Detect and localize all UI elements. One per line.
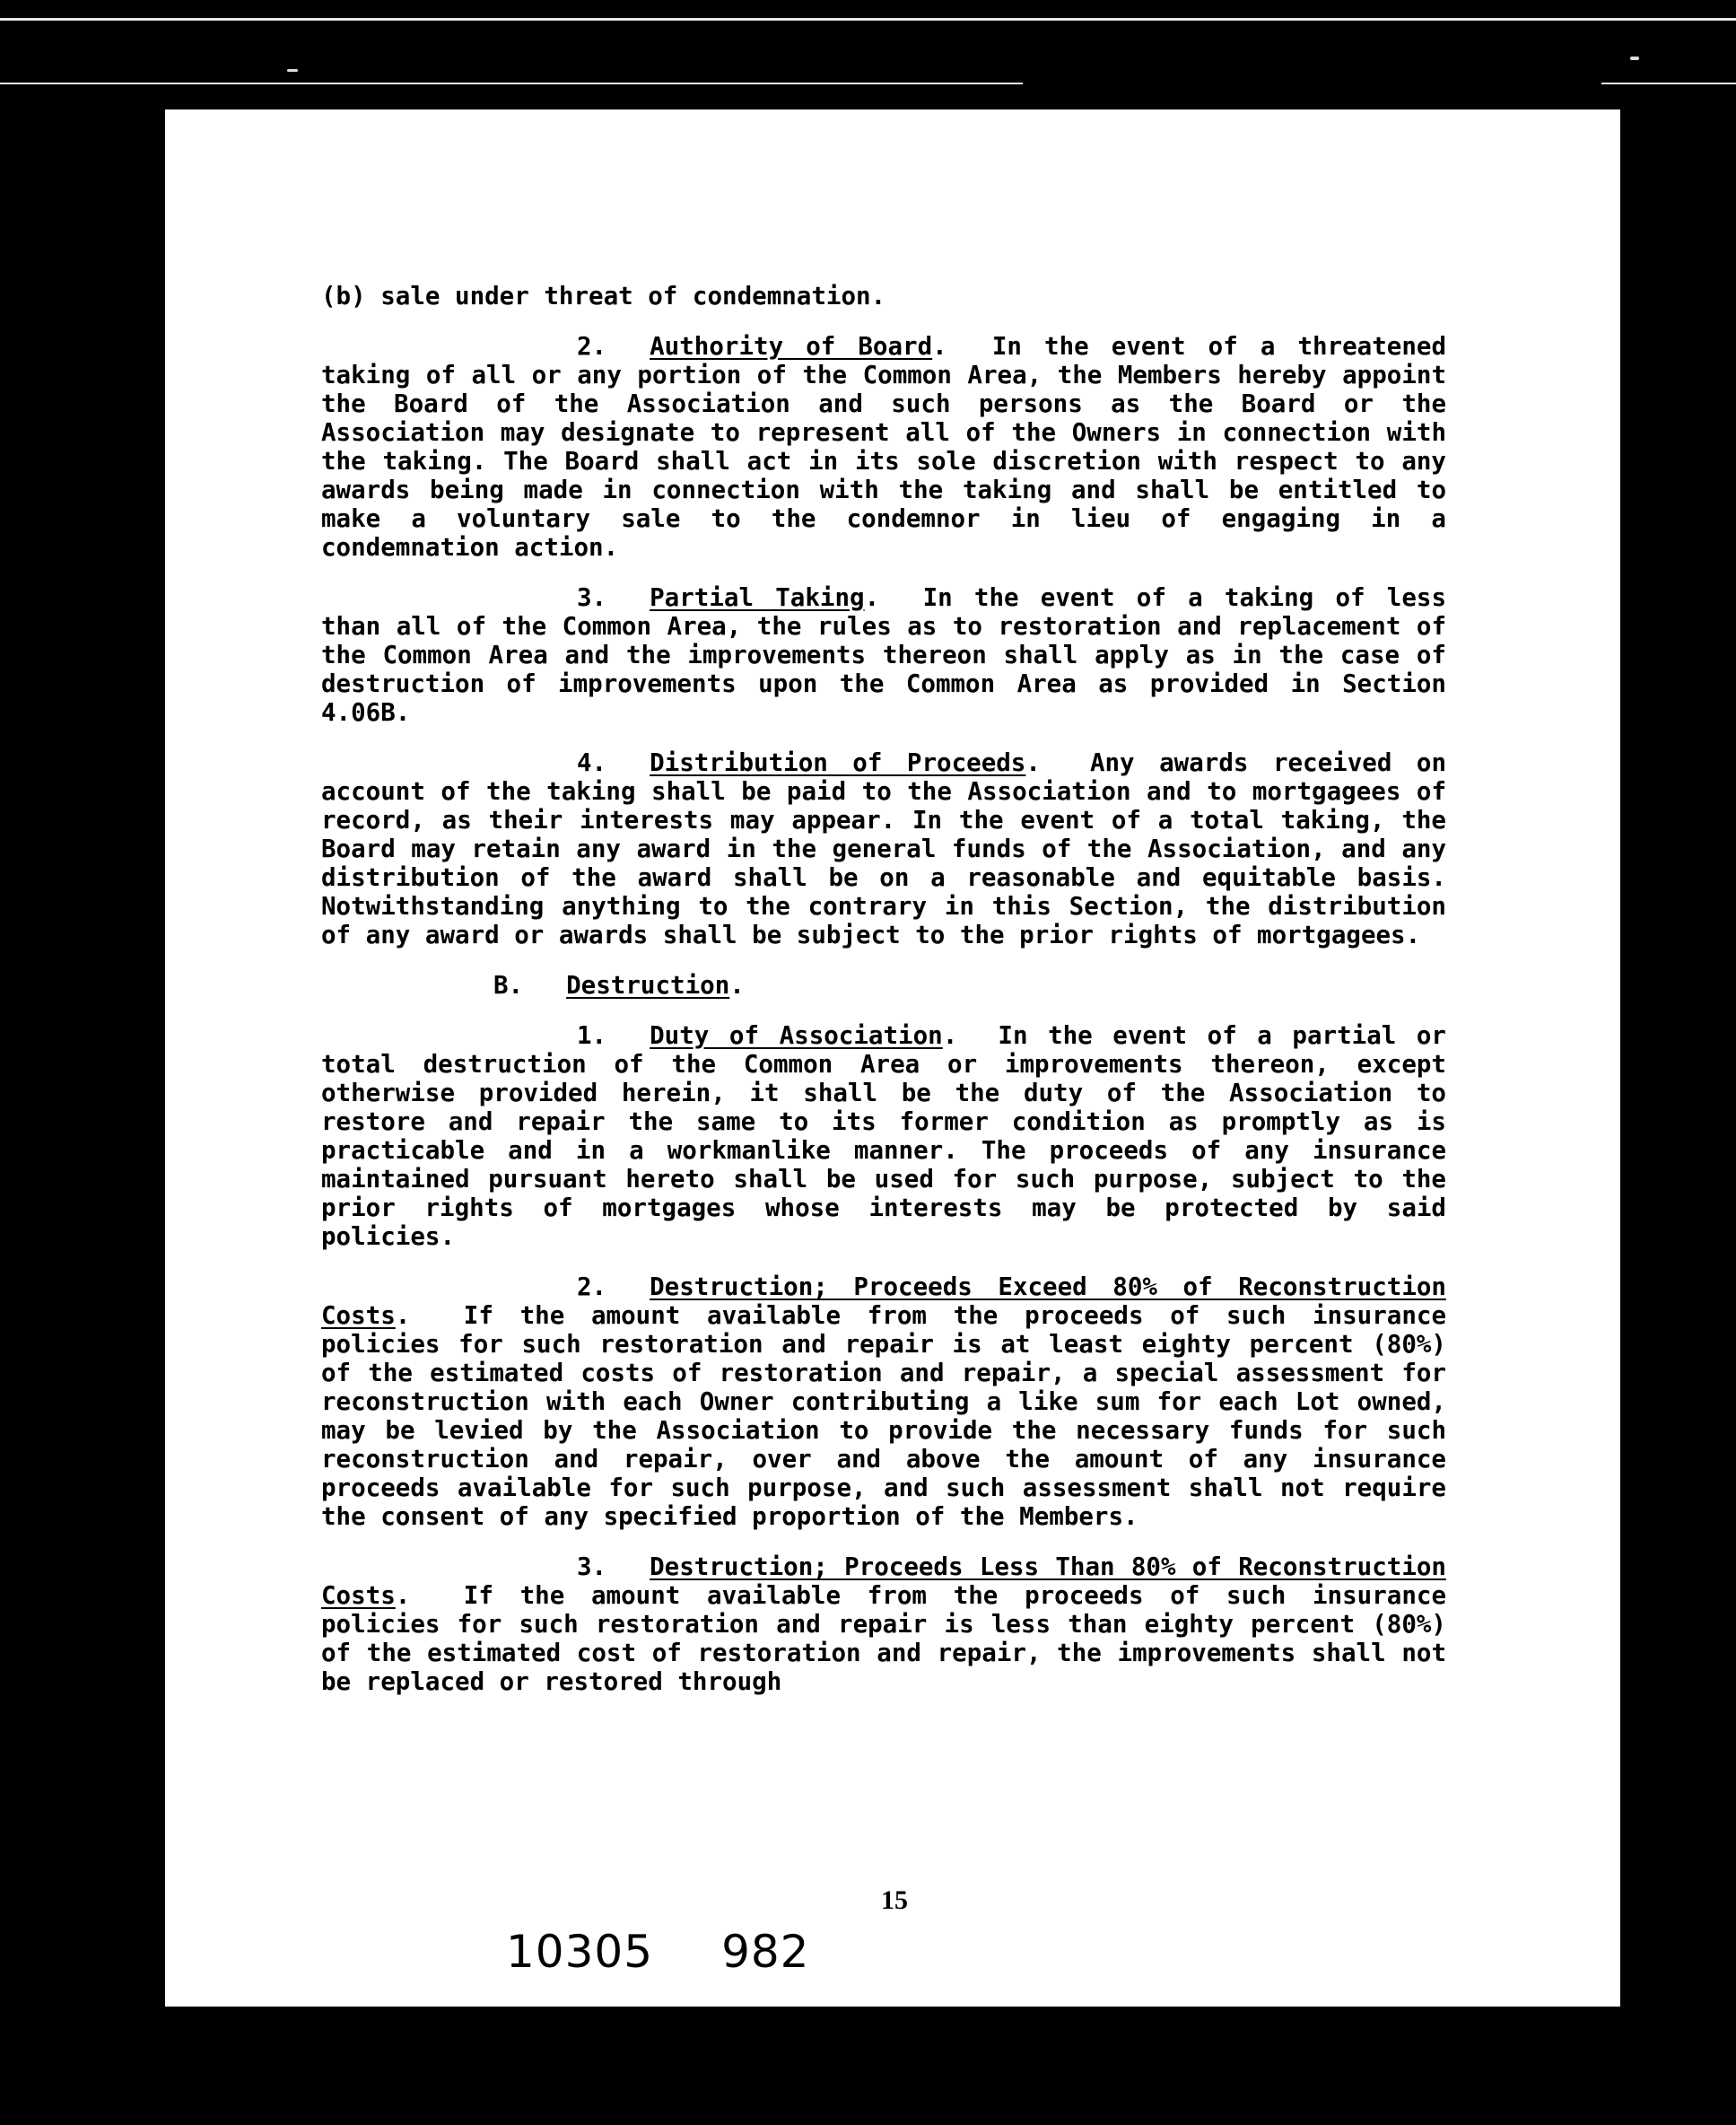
subheading-title: Destruction — [566, 971, 730, 1000]
section-body: If the amount available from the proceeds of such insurance policies for such restoration and repair is at least eighty percent (80%) of the estimated costs of restoration and repair, a special assessment for reconstruction with each Owner contributing a like sum for each Lot owned, may be levied by the Association to provide the necessary funds for such reconstruction and repair, over and above the amount of any insurance proceeds available for such purpose, and such assessment shall not require the consent of any specified proportion of the Members. — [321, 1301, 1447, 1531]
scan-border-line — [0, 83, 1023, 84]
section-title: Partial Taking — [650, 583, 865, 612]
section-number: 2. — [577, 332, 607, 361]
section-authority-of-board: 2. Authority of Board. In the event of a threatened taking of all or any portion of the Common Area, the Members hereby appoint the Board of the Association and such persons as the Board or the Association may designate to represent all of the Owners in connection with the taking. The Board shall act in its sole discretion with respect to any awards being made in connection with the taking and shall be entitled to make a voluntary sale to the condemnor in lieu of engaging in a condemnation action. — [321, 332, 1447, 562]
section-distribution-of-proceeds: 4. Distribution of Proceeds. Any awards received on account of the taking shall be paid to the Association and to mortgagees of record, as their interests may appear. In the event of a total taking, the Board may retain any award in the general funds of the Association, and any distribution of the award shall be on a reasonable and equitable basis. Notwithstanding anything to the contrary in this Section, the distribution of any award or awards shall be subject to the prior rights of mortgagees. — [321, 748, 1447, 949]
section-title: Authority of Board — [650, 332, 933, 361]
stamp-left: 10305 — [506, 1926, 654, 1978]
section-number: 4. — [577, 748, 607, 777]
top-line: (b) sale under threat of condemnation. — [321, 282, 886, 310]
section-body: If the amount available from the proceeds of such insurance policies for such restoration and repair is less than eighty percent (80%) of the estimated cost of restoration and repair, the improvements shall not be replaced or restored through — [321, 1581, 1447, 1696]
section-number: 2. — [577, 1272, 607, 1301]
section-proceeds-exceed: 2. Destruction; Proceeds Exceed 80% of Reconstruction Costs. If the amount available from the proceeds of such insurance policies for such restoration and repair is at least eighty percent (80%) of the estimated costs of restoration and repair, a special assessment for reconstruction with each Owner contributing a like sum for each Lot owned, may be levied by the Association to provide the necessary funds for such reconstruction and repair, over and above the amount of any insurance proceeds available for such purpose, and such assessment shall not require the consent of any specified proportion of the Members. — [321, 1272, 1447, 1531]
scan-border-line — [1601, 83, 1736, 84]
section-number: 3. — [577, 583, 607, 612]
document-stamp — [506, 1926, 810, 1978]
page-number: 15 — [881, 1885, 908, 1915]
section-body: In the event of a partial or total destruction of the Common Area or improvements thereon, except otherwise provided herein, it shall be the duty of the Association to restore and repair the same to its former condition as promptly as is practicable and in a workmanlike manner. The proceeds of any insurance maintained pursuant hereto shall be used for such purpose, subject to the prior rights of mortgages whose interests may be protected by said policies. — [321, 1021, 1446, 1251]
section-title: Duty of Association — [650, 1021, 943, 1050]
scan-speck — [1630, 57, 1639, 60]
document-body — [321, 282, 1446, 1718]
scan-border-line — [0, 18, 1736, 21]
subheading-destruction: B. Destruction. — [493, 971, 745, 1000]
section-title: Destruction; Proceeds Less Than 80% of Reconstruction Costs — [321, 1552, 1446, 1610]
section-duty-of-association: 1. Duty of Association. In the event of a partial or total destruction of the Common Area or improvements thereon, except otherwise provided herein, it shall be the duty of the Association to restore and repair the same to its former condition as promptly as is practicable and in a workmanlike manner. The proceeds of any insurance maintained pursuant hereto shall be used for such purpose, subject to the prior rights of mortgages whose interests may be protected by said policies. — [321, 1021, 1446, 1251]
section-body: In the event of a threatened taking of all or any portion of the Common Area, the Members hereby appoint the Board of the Association and such persons as the Board or the Association may designate to represent all of the Owners in connection with the taking. The Board shall act in its sole discretion with respect to any awards being made in connection with the taking and shall be entitled to make a voluntary sale to the condemnor in lieu of engaging in a condemnation action. — [321, 332, 1447, 562]
section-partial-taking: 3. Partial Taking. In the event of a taking of less than all of the Common Area, the rules as to restoration and replacement of the Common Area and the improvements thereon shall apply as in the case of destruction of improvements upon the Common Area as provided in Section 4.06B. — [321, 583, 1446, 727]
subheading-letter: B. — [493, 971, 524, 1000]
section-number: 1. — [577, 1021, 607, 1050]
section-proceeds-less: 3. Destruction; Proceeds Less Than 80% of Reconstruction Costs. If the amount available from the proceeds of such insurance policies for such restoration and repair is less than eighty percent (80%) of the estimated cost of restoration and repair, the improvements shall not be replaced or restored through — [321, 1552, 1447, 1696]
stamp-right: 982 — [721, 1926, 810, 1978]
section-title: Distribution of Proceeds — [650, 748, 1026, 777]
section-number: 3. — [577, 1552, 607, 1581]
section-body: In the event of a taking of less than all of the Common Area, the rules as to restoration and replacement of the Common Area and the improvements thereon shall apply as in the case of destruction of improvements upon the Common Area as provided in Section 4.06B. — [321, 583, 1446, 727]
section-body: Any awards received on account of the taking shall be paid to the Association and to mortgagees of record, as their interests may appear. In the event of a total taking, the Board may retain any award in the general funds of the Association, and any distribution of the award shall be on a reasonable and equitable basis. Notwithstanding anything to the contrary in this Section, the distribution of any award or awards shall be subject to the prior rights of mortgagees. — [321, 748, 1447, 949]
scan-speck — [287, 69, 298, 72]
document-page — [165, 109, 1620, 2007]
section-title: Destruction; Proceeds Exceed 80% of Reconstruction Costs — [321, 1272, 1446, 1330]
